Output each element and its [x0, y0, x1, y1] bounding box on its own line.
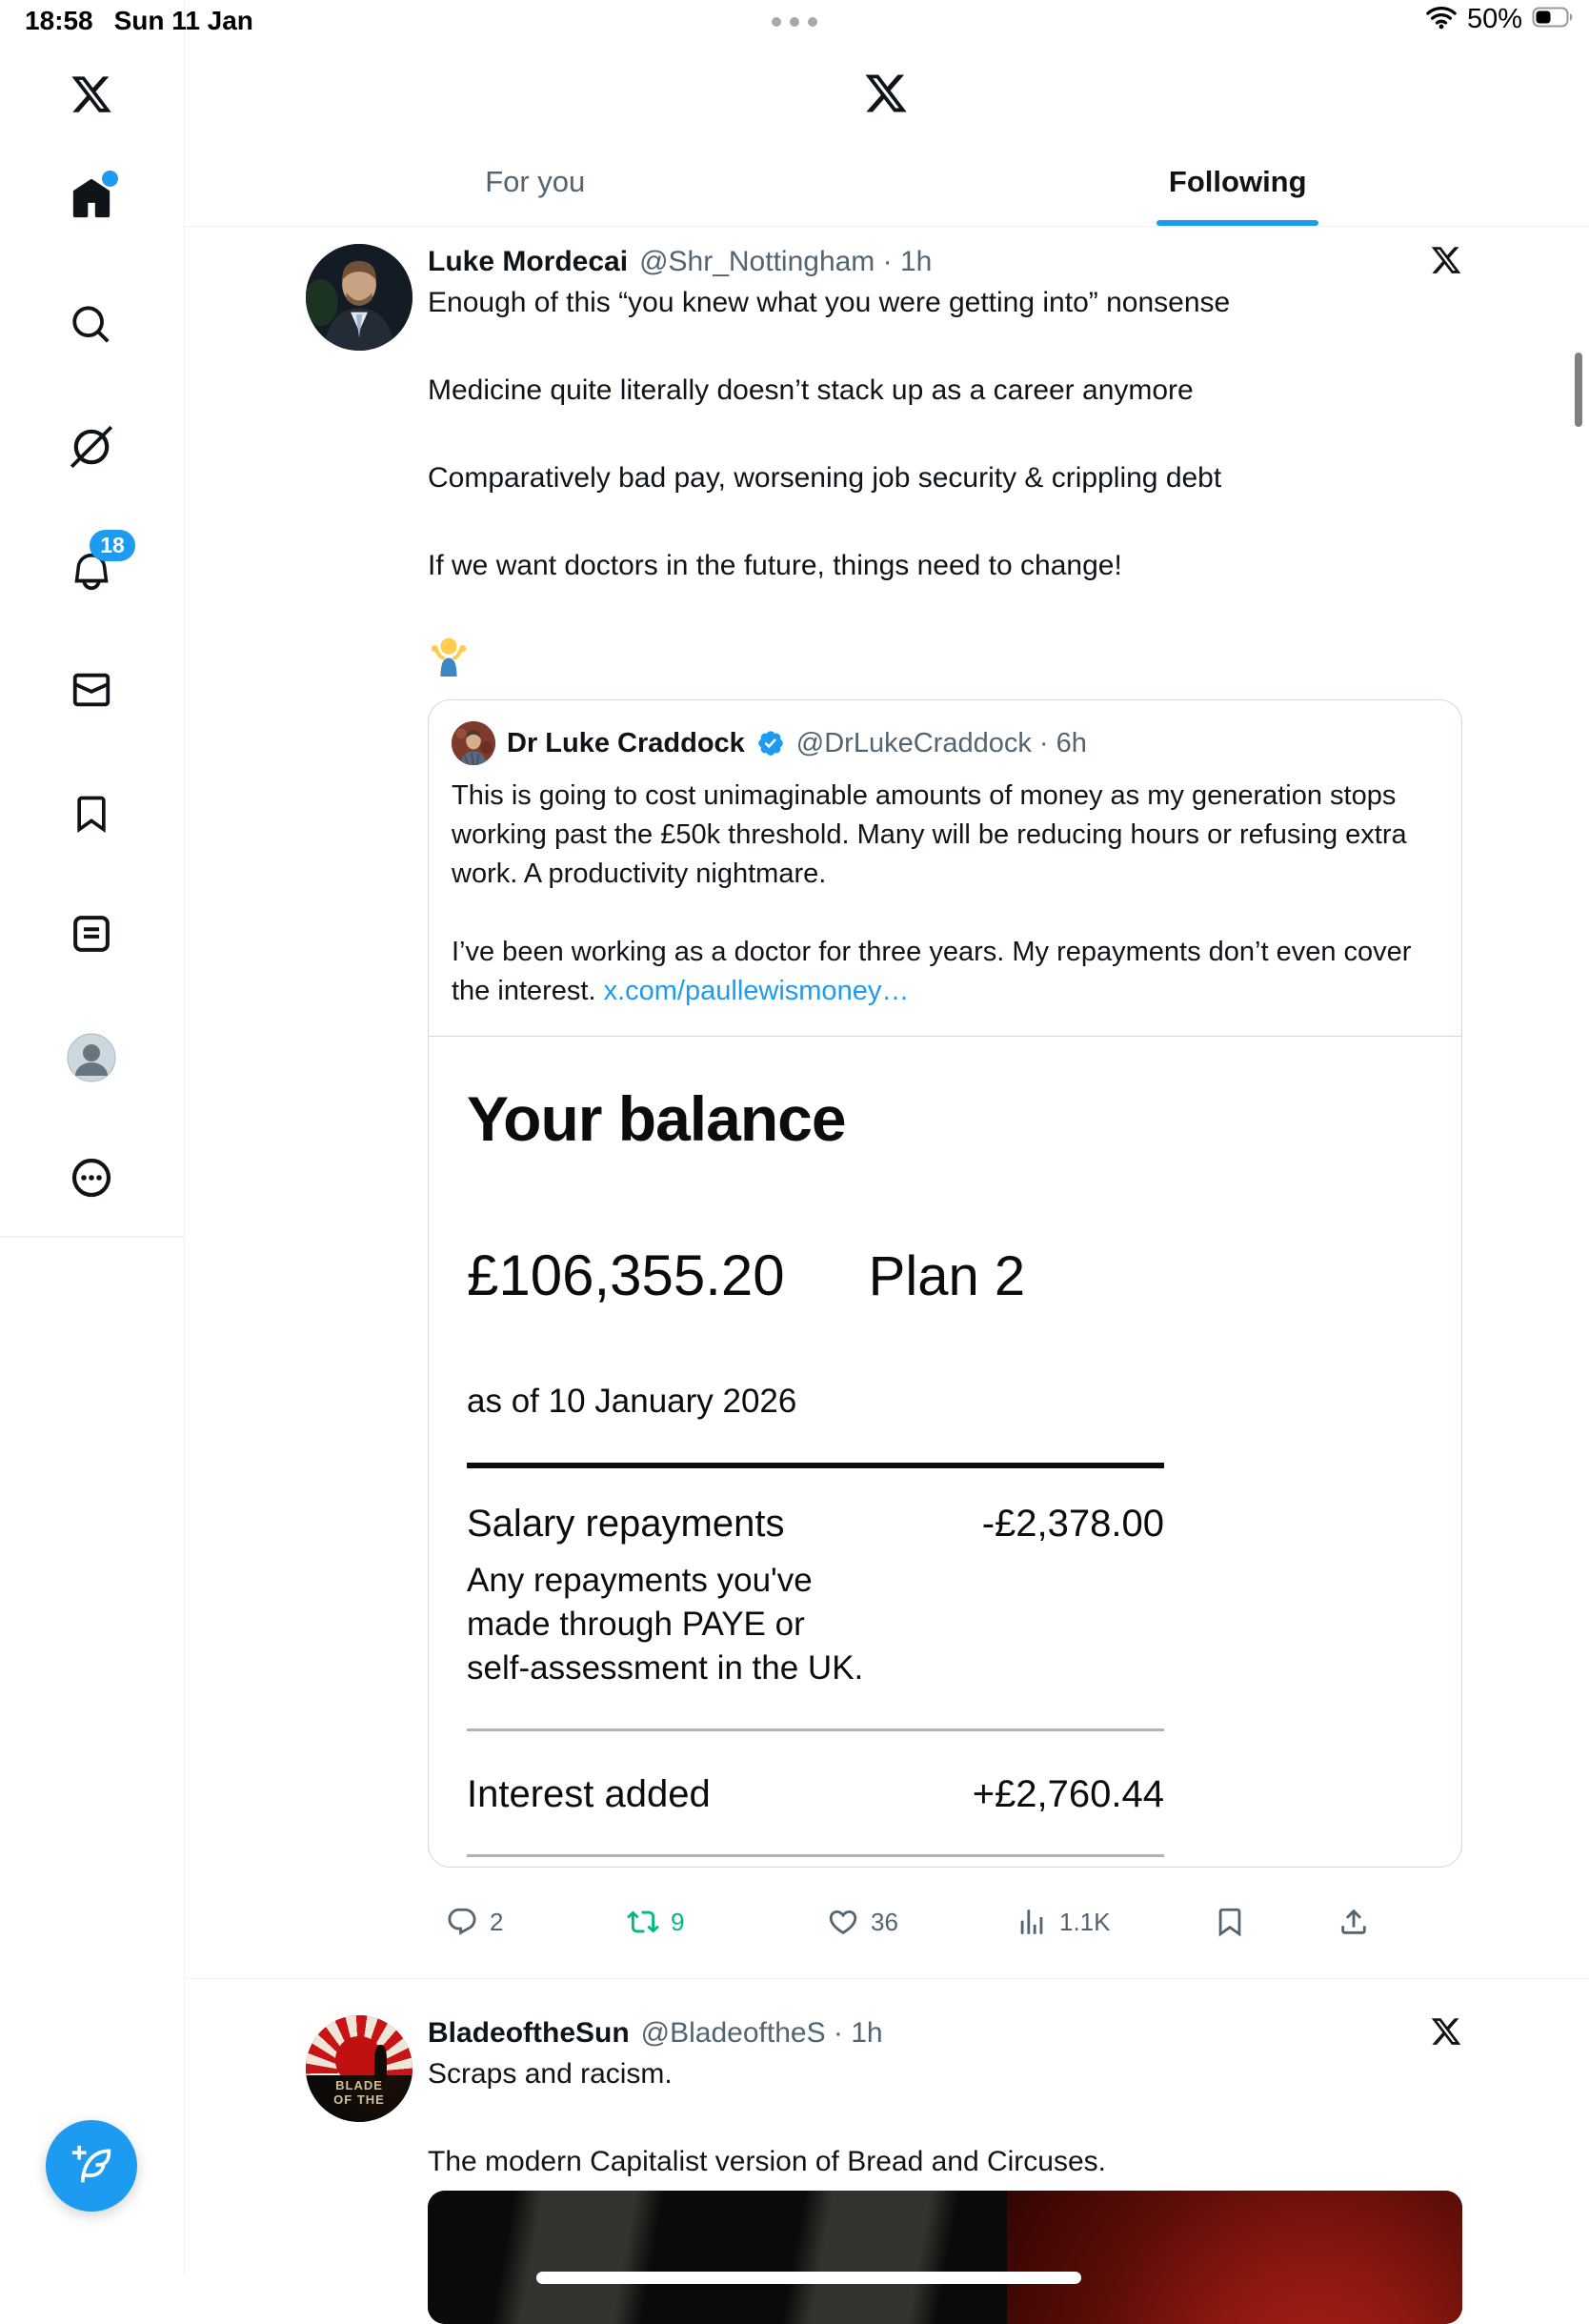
balance-plan: Plan 2: [869, 1244, 1025, 1308]
table-divider-thin: [467, 1854, 1164, 1857]
compose-icon: [70, 2144, 112, 2189]
avatar[interactable]: [306, 244, 412, 351]
status-date: Sun 11 Jan: [114, 6, 253, 36]
notification-count-badge: 18: [90, 530, 135, 561]
status-time-date: [25, 6, 253, 36]
sidebar-item-lists[interactable]: [61, 903, 122, 964]
table-row: [467, 1468, 1164, 1555]
quoted-text-paragraph: This is going to cost unimaginable amounts of money as my generation stops working past the £50k threshold. Many will be reducing hours or refusing extra work. A productivity nightmare.: [452, 777, 1438, 894]
wifi-icon: [1425, 5, 1458, 34]
compose-button[interactable]: [46, 2120, 137, 2212]
status-time: 18:58: [25, 6, 93, 36]
repost-button[interactable]: [627, 1906, 684, 1938]
sidebar-item-messages[interactable]: [61, 659, 122, 720]
avatar-caption: OF THE: [306, 2092, 412, 2107]
tweet[interactable]: [184, 1979, 1589, 2324]
tweet[interactable]: [184, 227, 1589, 1957]
tweet-body: [428, 284, 1462, 680]
quoted-text-span: I’ve been working as a doctor for three years. My repayments don’t even cover the interest.: [452, 937, 1411, 1006]
tab-for-you[interactable]: [184, 138, 887, 226]
tweet-text-line: The modern Capitalist version of Bread and Circuses.: [428, 2143, 1462, 2181]
avatar-caption: BLADE: [306, 2078, 412, 2092]
balance-screenshot: [429, 1037, 1461, 1867]
sidebar-nav: [0, 0, 185, 2275]
timeline-column: [184, 0, 1589, 2275]
sidebar-item-grok[interactable]: [61, 416, 122, 477]
sidebar-item-more[interactable]: [61, 1147, 122, 1208]
row-value: -£2,378.00: [982, 1503, 1164, 1546]
reply-icon: [446, 1906, 478, 1938]
multitask-dots-icon[interactable]: [772, 17, 817, 27]
views-icon: [1016, 1906, 1048, 1938]
tweet-text-line: Medicine quite literally doesn’t stack up as a career anymore: [428, 372, 1462, 410]
tweet-x-logo-icon[interactable]: [1430, 244, 1462, 286]
header-x-logo-icon: [863, 71, 909, 121]
quoted-tweet-card[interactable]: [428, 699, 1462, 1868]
quoted-tweet-text: [429, 771, 1461, 1036]
repost-count: 9: [671, 1908, 684, 1937]
quoted-tweet-header: [429, 700, 1461, 771]
shrug-emoji: [428, 635, 1462, 680]
balance-amount: £106,355.20: [467, 1243, 785, 1308]
share-icon: [1338, 1906, 1370, 1938]
tweet-text-line: Comparatively bad pay, worsening job security & crippling debt: [428, 459, 1462, 497]
video-thumbnail-left: [428, 2191, 1069, 2324]
scroll-indicator[interactable]: [1575, 353, 1582, 427]
timeline-tabs: [184, 138, 1589, 226]
quoted-author-meta: @DrLukeCraddock · 6h: [796, 728, 1087, 759]
views-count: 1.1K: [1059, 1908, 1111, 1937]
reply-button[interactable]: [446, 1906, 503, 1938]
ios-status-bar: [0, 0, 1589, 42]
video-thumbnail-right: [1007, 2191, 1462, 2324]
sidebar-divider: [0, 1236, 184, 1238]
like-icon: [827, 1906, 859, 1938]
row-label: Salary repayments: [467, 1503, 784, 1546]
quoted-tweet-link[interactable]: x.com/paullewismoney…: [604, 976, 910, 1006]
tweet-text-line: Scraps and racism.: [428, 2055, 1462, 2093]
share-button[interactable]: [1338, 1906, 1370, 1938]
engagement-bar: [428, 1902, 1462, 1957]
status-indicators: [1425, 4, 1574, 35]
table-row: [467, 1731, 1164, 1854]
battery-percent: 50%: [1467, 4, 1522, 35]
verified-badge-icon: [756, 729, 785, 758]
reply-count: 2: [490, 1908, 503, 1937]
bookmark-icon: [1214, 1906, 1246, 1938]
tweet-author-name[interactable]: Luke Mordecai: [428, 244, 628, 280]
tweet-author-meta[interactable]: @BladeoftheS · 1h: [641, 2015, 883, 2051]
tweet-body: [428, 2055, 1462, 2181]
tweet-text-line: Enough of this “you knew what you were getting into” nonsense: [428, 284, 1462, 322]
like-count: 36: [871, 1908, 898, 1937]
active-tab-indicator: [1157, 220, 1318, 226]
views-button[interactable]: [1016, 1906, 1111, 1938]
sidebar-item-search[interactable]: [61, 294, 122, 355]
sidebar-item-notifications[interactable]: [61, 541, 122, 602]
sidebar-x-logo-icon[interactable]: [61, 64, 122, 125]
tab-following[interactable]: [887, 138, 1589, 226]
video-progress-bar[interactable]: [536, 2272, 1081, 2284]
quoted-avatar: [452, 721, 495, 765]
balance-as-of-date: as of 10 January 2026: [467, 1383, 1461, 1421]
tweet-media-video[interactable]: [428, 2191, 1462, 2324]
tweet-x-logo-icon[interactable]: [1430, 2015, 1462, 2057]
tweet-author-name[interactable]: BladeoftheSun: [428, 2015, 630, 2051]
tweet-text-line: If we want doctors in the future, things need to change!: [428, 547, 1462, 585]
row-value: +£2,760.44: [973, 1773, 1164, 1816]
balance-title: Your balance: [467, 1082, 1461, 1155]
bookmark-button[interactable]: [1214, 1906, 1246, 1938]
home-unread-dot: [102, 171, 118, 187]
row-description: Any repayments you've made through PAYE or self-assessment in the UK.: [467, 1555, 867, 1728]
like-button[interactable]: [827, 1906, 898, 1938]
tab-following-label: Following: [1169, 165, 1307, 199]
quoted-text-paragraph: [452, 933, 1438, 1011]
avatar[interactable]: [306, 2015, 412, 2122]
sidebar-item-bookmarks[interactable]: [61, 783, 122, 844]
sidebar-item-profile[interactable]: [61, 1027, 122, 1088]
balance-table: [467, 1463, 1164, 1857]
battery-icon: [1532, 6, 1574, 33]
tweet-author-meta[interactable]: @Shr_Nottingham · 1h: [639, 244, 932, 280]
tab-for-you-label: For you: [485, 165, 585, 199]
repost-icon: [627, 1906, 659, 1938]
row-label: Interest added: [467, 1773, 711, 1816]
quoted-author-name: Dr Luke Craddock: [507, 728, 745, 759]
sidebar-item-home[interactable]: [61, 169, 122, 230]
